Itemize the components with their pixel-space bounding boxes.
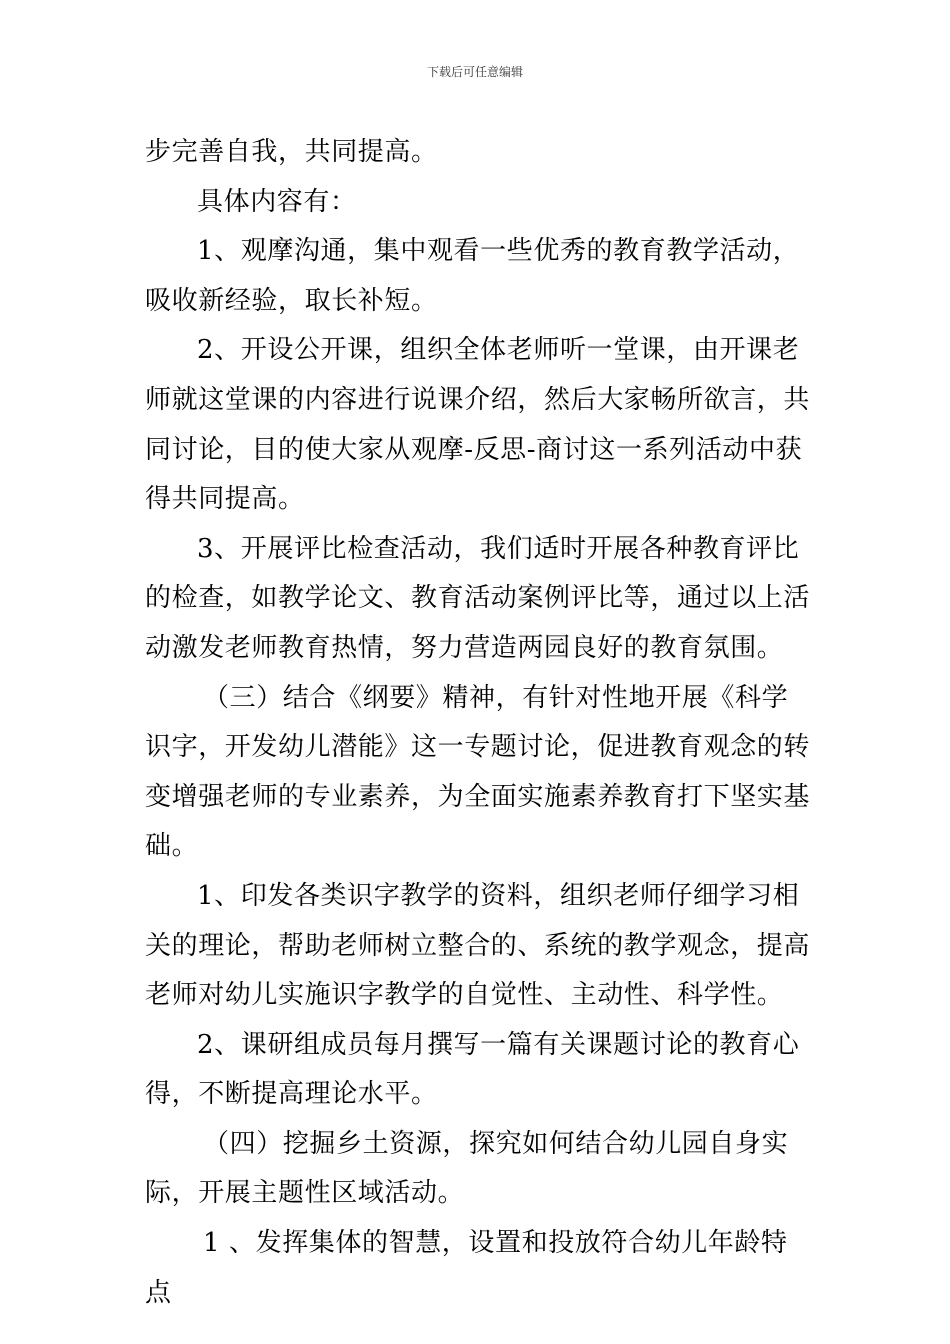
paragraph: 1、印发各类识字教学的资料，组织老师仔细学习相关的理论，帮助老师树立整合的、系统的教学观念，提高老师对幼儿实施识字教学的自觉性、主动性、科学性。	[145, 880, 811, 1011]
paragraph: （三）结合《纲要》精神，有针对性地开展《科学识字，开发幼儿潜能》这一专题讨论，促进教育观念的转变增强老师的专业素养，为全面实施素养教育打下坚实基础。	[145, 682, 811, 862]
paragraph: 3、开展评比检查活动，我们适时开展各种教育评比的检查，如教学论文、教育活动案例评比等，通过以上活动激发老师教育热情，努力营造两园良好的教育氛围。	[145, 533, 811, 663]
paragraph: 2、课研组成员每月撰写一篇有关课题讨论的教育心得，不断提高理论水平。	[145, 1029, 800, 1110]
paragraph: 步完善自我，共同提高。	[145, 137, 438, 167]
paragraph: 1、观摩沟通，集中观看一些优秀的教育教学活动，吸收新经验，取长补短。	[145, 236, 800, 316]
page-header: 下载后可任意编辑	[426, 65, 523, 79]
document-body	[145, 128, 810, 1318]
paragraph: 2、开设公开课，组织全体老师听一堂课，由开课老师就这堂课的内容进行说课介绍，然后大家畅所欲言，共同讨论，目的使大家从观摩-反思-商讨这一系列活动中获得共同提高。	[145, 335, 811, 515]
paragraph: （四）挖掘乡土资源，探究如何结合幼儿园自身实际，开展主题性区域活动。	[145, 1128, 789, 1209]
paragraph: 具体内容有：	[197, 186, 357, 217]
paragraph: 1 、发挥集体的智慧，设置和投放符合幼儿年龄特点	[145, 1228, 788, 1308]
